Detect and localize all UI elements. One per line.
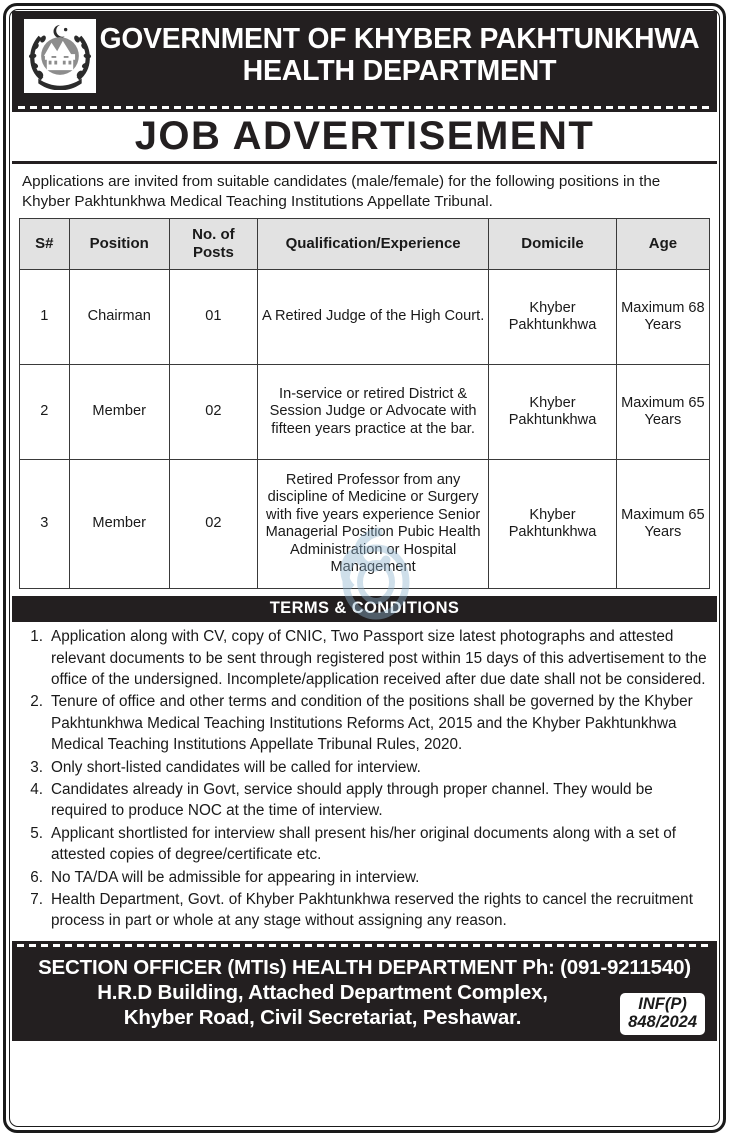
table-row <box>20 270 710 365</box>
list-item-number: 5. <box>30 824 43 842</box>
job-advertisement-title: JOB ADVERTISEMENT <box>134 114 595 158</box>
cell-age: Maximum 68 Years <box>616 270 709 365</box>
cell-domicile: Khyber Pakhtunkhwa <box>489 270 617 365</box>
list-item-text: No TA/DA will be admissible for appearing in interview. <box>51 868 420 886</box>
list-item-number: 7. <box>30 891 43 908</box>
col-header-serial: S# <box>20 219 70 270</box>
list-item-text: Application along with CV, copy of CNIC, Two Passport size latest photographs and attested relevant documents to be sent through registered post within 15 days of this advertisement to the office of the undersigned. Incomplete/application received after due date shall not be considered. <box>51 628 707 688</box>
list-item-number: 4. <box>30 780 43 798</box>
footer-address-line1: H.R.D Building, Attached Department Complex, <box>97 980 548 1004</box>
list-item-text: Tenure of office and other terms and condition of the positions shall be governed by the Khyber Pakhtunkhwa Medical Teaching Institutions Reforms Act, 2015 and the Khyber Pakhtunkhwa Medical Teaching Institutions Appellate Tribunal Rules, 2020. <box>51 693 693 754</box>
table-header-row <box>20 219 710 270</box>
inf-label: INF(P) <box>638 994 687 1013</box>
kp-government-crest-icon <box>24 19 96 93</box>
document-header <box>12 11 717 103</box>
cell-domicile: Khyber Pakhtunkhwa <box>489 460 617 589</box>
cell-position: Chairman <box>69 270 169 365</box>
table-row <box>20 460 710 589</box>
footer-address-line2: Khyber Road, Civil Secretariat, Peshawar. <box>123 1006 522 1030</box>
footer-dashed-divider <box>12 941 717 951</box>
positions-table <box>19 218 710 589</box>
list-item <box>19 757 707 778</box>
cell-domicile: Khyber Pakhtunkhwa <box>489 365 617 460</box>
list-item <box>19 691 707 755</box>
list-item <box>19 889 707 932</box>
cell-position: Member <box>69 460 169 589</box>
inf-number: 848/2024 <box>628 1013 697 1032</box>
inf-reference-badge <box>620 993 705 1035</box>
header-dashed-divider <box>12 103 717 112</box>
cell-age: Maximum 65 Years <box>616 365 709 460</box>
cell-posts: 02 <box>169 460 257 589</box>
table-row <box>20 365 710 460</box>
job-advertisement-banner <box>12 112 717 164</box>
cell-posts: 02 <box>169 365 257 460</box>
footer-contact-line: SECTION OFFICER (MTIs) HEALTH DEPARTMENT Ph: (091-9211540) <box>38 955 691 979</box>
col-header-qualification: Qualification/Experience <box>258 219 489 270</box>
list-item-number: 3. <box>30 758 43 776</box>
list-item-number: 2. <box>30 693 43 711</box>
list-item-text: Applicant shortlisted for interview shall present his/her original documents along with a set of attested copies of degree/certificate etc. <box>51 824 676 864</box>
header-title-group <box>96 24 709 89</box>
cell-age: Maximum 65 Years <box>616 460 709 589</box>
terms-conditions-list <box>12 622 717 935</box>
col-header-position: Position <box>69 219 169 270</box>
cell-serial: 2 <box>20 365 70 460</box>
cell-serial: 3 <box>20 460 70 589</box>
cell-qualification: A Retired Judge of the High Court. <box>258 270 489 365</box>
list-item-text: Health Department, Govt. of Khyber Pakhtunkhwa reserved the rights to cancel the recruitment process in part or whole at any stage without assigning any reason. <box>51 891 693 930</box>
cell-position: Member <box>69 365 169 460</box>
col-header-domicile: Domicile <box>489 219 617 270</box>
cell-qualification: Retired Professor from any discipline of Medicine or Surgery with five years experience Senior Managerial Position Pubic Health Administration or Hospital Management <box>258 460 489 589</box>
list-item-text: Only short-listed candidates will be called for interview. <box>51 758 421 776</box>
list-item-number: 6. <box>30 868 43 886</box>
page-title: GOVERNMENT OF KHYBER PAKHTUNKHWA <box>99 22 700 55</box>
cell-posts: 01 <box>169 270 257 365</box>
terms-conditions-heading: TERMS & CONDITIONS <box>12 596 717 622</box>
list-item <box>19 867 707 888</box>
col-header-posts: No. of Posts <box>169 219 257 270</box>
cell-serial: 1 <box>20 270 70 365</box>
col-header-age: Age <box>616 219 709 270</box>
list-item <box>19 823 707 866</box>
document-footer <box>12 951 717 1041</box>
list-item <box>19 626 707 690</box>
cell-qualification: In-service or retired District & Session Judge or Advocate with fifteen years practice at the bar. <box>258 365 489 460</box>
intro-paragraph: Applications are invited from suitable candidates (male/female) for the following positions in the Khyber Pakhtunkhwa Medical Teaching Institutions Appellate Tribunal. <box>22 173 661 211</box>
page-subtitle: HEALTH DEPARTMENT <box>242 55 557 88</box>
list-item-text: Candidates already in Govt, service should apply through proper channel. They would be required to produce NOC at the time of interview. <box>51 780 653 820</box>
list-item-number: 1. <box>30 628 43 646</box>
list-item <box>19 779 707 822</box>
positions-table-wrapper <box>12 218 717 589</box>
